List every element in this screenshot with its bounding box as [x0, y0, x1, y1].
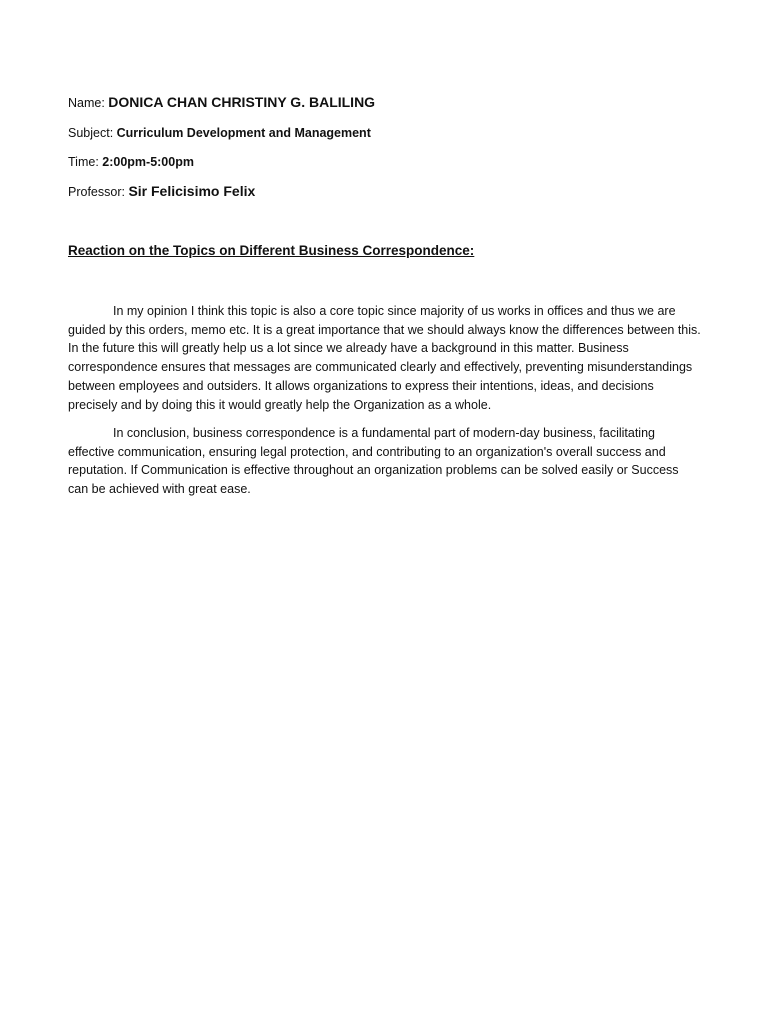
time-label: Time: — [68, 155, 103, 169]
professor-value: Sir Felicisimo Felix — [128, 183, 256, 199]
time-value: 2:00pm-5:00pm — [102, 155, 194, 169]
professor-row — [68, 183, 255, 200]
body-paragraph-1: In my opinion I think this topic is also a core topic since majority of us works in offices and thus we are guided by this orders, memo etc. It is a great importance that we should always know the differences between this. In the future this will greatly help us a lot since we already have a background in this matter. Business correspondence ensures that messages are communicated clearly and effectively, preventing misunderstandings between employees and outsiders. It allows organizations to express their intentions, ideas, and decisions precisely and by doing this it would greatly help the Organization as a whole. — [68, 304, 701, 412]
subject-row — [68, 125, 371, 141]
subject-label: Subject: — [68, 126, 117, 140]
body-paragraph-2: In conclusion, business correspondence is a fundamental part of modern-day business, facilitating effective communication, ensuring legal protection, and contributing to an organization's overall success and reputation. If Communication is effective throughout an organization problems can be solved easily or Success can be achieved with great ease. — [68, 426, 679, 497]
professor-label: Professor: — [68, 185, 129, 199]
name-value: DONICA CHAN CHRISTINY G. BALILING — [108, 94, 376, 110]
name-row — [68, 94, 375, 111]
subject-value: Curriculum Development and Management — [116, 126, 371, 140]
reaction-heading: Reaction on the Topics on Different Business Correspondence: — [68, 243, 475, 258]
name-label: Name: — [68, 96, 109, 110]
time-row — [68, 154, 194, 170]
